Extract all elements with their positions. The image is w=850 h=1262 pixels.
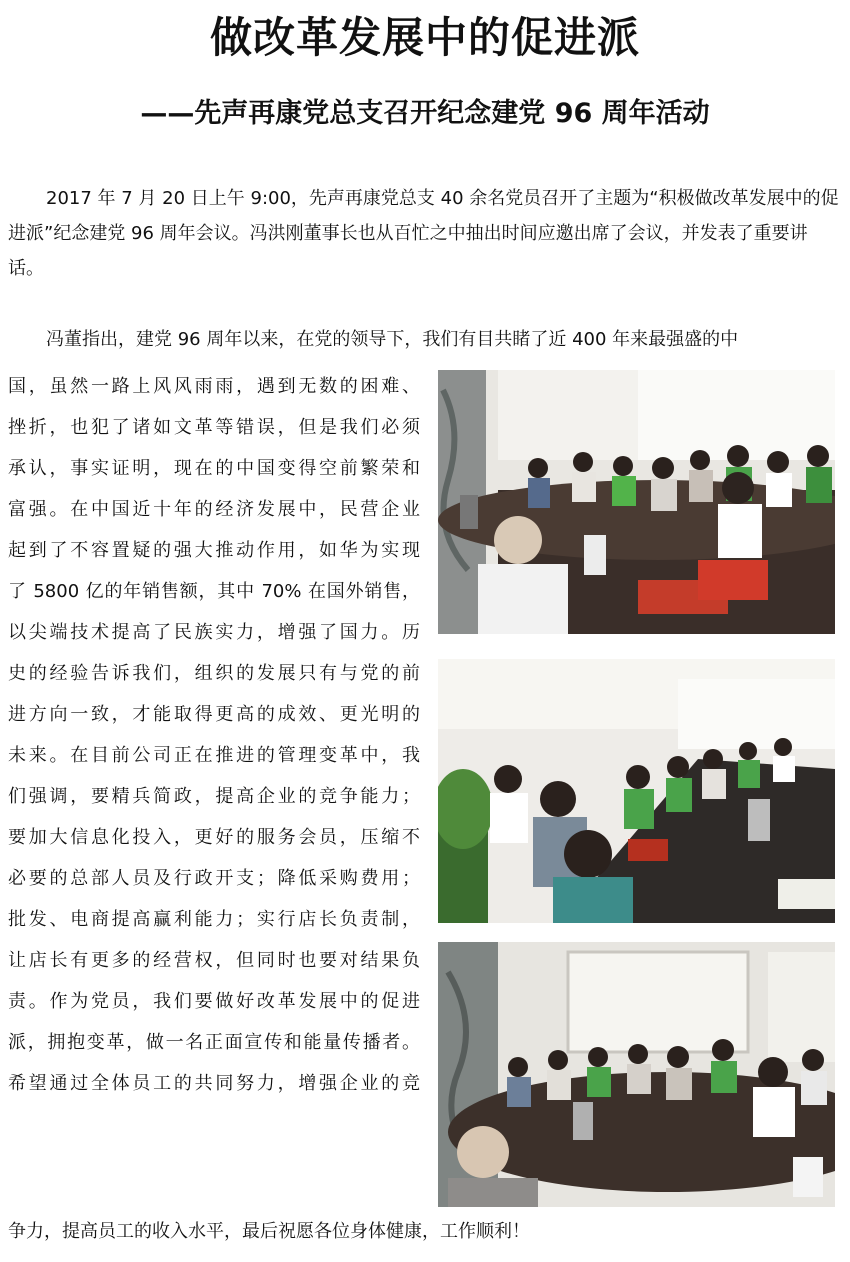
- speech-line: 派，拥抱变革，做一名正面宣传和能量传播者。: [8, 1032, 420, 1053]
- speech-line: 责。作为党员，我们要做好改革发展中的促进: [8, 991, 420, 1012]
- speech-line: 让店长有更多的经营权，但同时也要对结果负: [8, 950, 420, 971]
- speech-line: 进方向一致，才能取得更高的成效、更光明的: [8, 704, 420, 725]
- paragraph-intro: 2017 年 7 月 20 日上午 9:00，先声再康党总支 40 余名党员召开了主题为“积极做改革发展中的促进派”纪念建党 96 周年会议。冯洪刚董事长也从百忙之中抽出时间应邀出席了会议，并发表了重要讲话。: [8, 188, 839, 279]
- speech-line: 史的经验告诉我们，组织的发展只有与党的前: [8, 663, 420, 684]
- speech-line: 必要的总部人员及行政开支；降低采购费用；: [8, 868, 420, 889]
- page-title: 做改革发展中的促进派: [209, 13, 640, 62]
- paragraph-speech-first-line: 冯董指出，建党 96 周年以来，在党的领导下，我们有目共睹了近 400 年来最强盛的中: [46, 329, 739, 350]
- speech-line: 承认，事实证明，现在的中国变得空前繁荣和: [8, 458, 420, 479]
- meeting-photo-1: [438, 370, 835, 634]
- speech-line: 要加大信息化投入，更好的服务会员，压缩不: [8, 827, 420, 848]
- speech-line: 们强调，要精兵简政，提高企业的竞争能力；: [8, 786, 420, 807]
- speech-line: 富强。在中国近十年的经济发展中，民营企业: [8, 499, 420, 520]
- speech-line: 批发、电商提高赢利能力；实行店长负责制，: [8, 909, 420, 930]
- meeting-photo-2: [438, 659, 835, 923]
- speech-line: 希望通过全体员工的共同努力，增强企业的竞: [8, 1073, 420, 1094]
- meeting-photo-3: [438, 942, 835, 1207]
- paragraph-speech-last-line: 争力，提高员工的收入水平，最后祝愿各位身体健康，工作顺利！: [8, 1221, 530, 1242]
- speech-line: 了 5800 亿的年销售额，其中 70% 在国外销售，: [8, 581, 420, 602]
- speech-line: 未来。在目前公司正在推进的管理变革中，我: [8, 745, 420, 766]
- page-subtitle: ——先声再康党总支召开纪念建党 96 周年活动: [140, 98, 710, 129]
- speech-line: 国，虽然一路上风风雨雨，遇到无数的困难、: [8, 376, 420, 397]
- speech-line: 挫折，也犯了诸如文革等错误，但是我们必须: [8, 417, 420, 438]
- speech-line: 以尖端技术提高了民族实力，增强了国力。历: [8, 622, 420, 643]
- speech-line: 起到了不容置疑的强大推动作用，如华为实现: [8, 540, 420, 561]
